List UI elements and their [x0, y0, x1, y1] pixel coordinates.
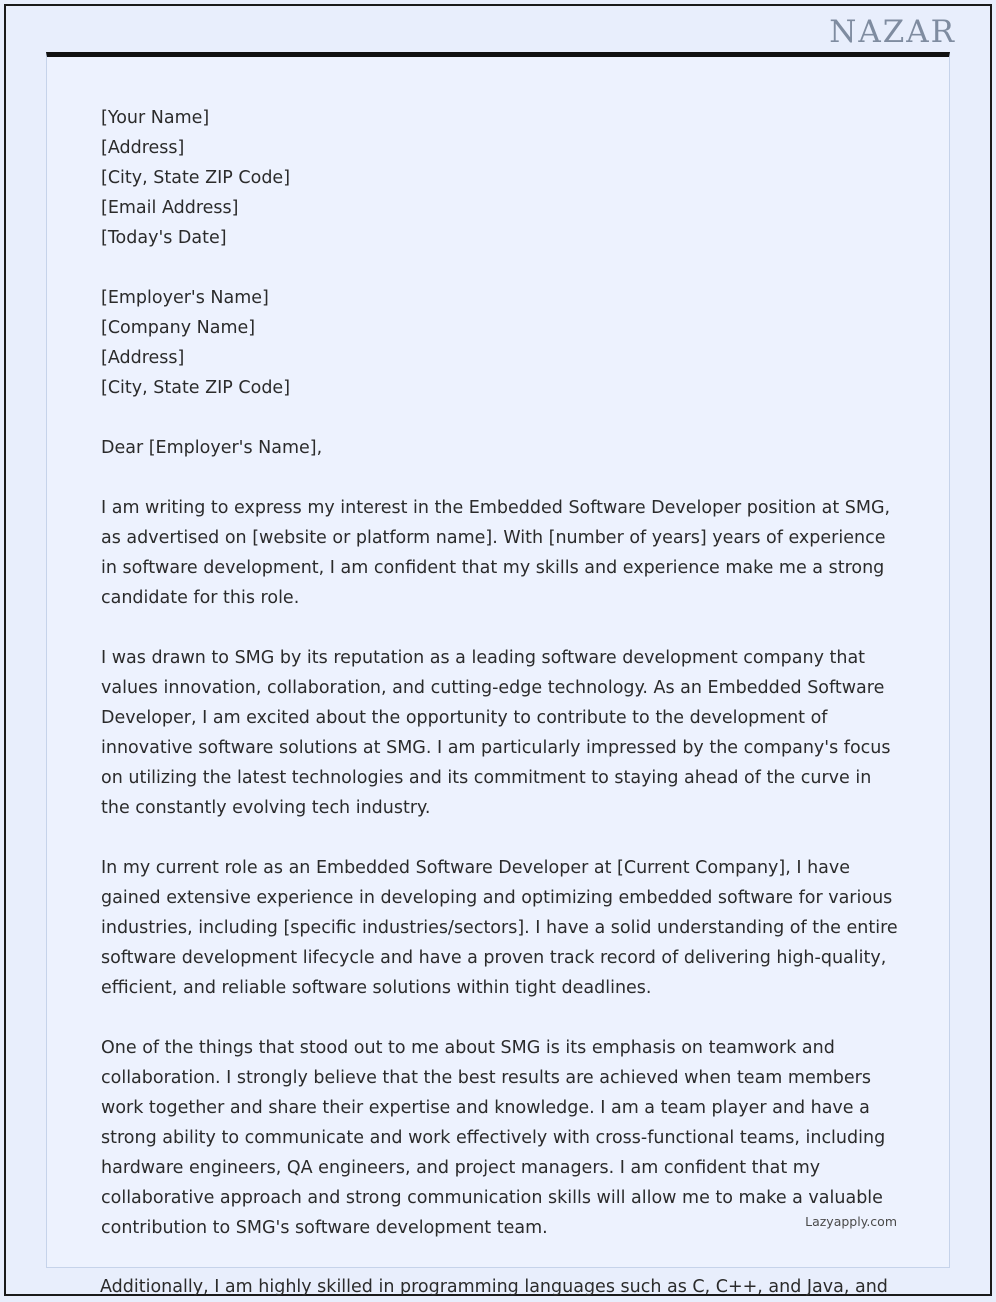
sender-line: [City, State ZIP Code]: [101, 168, 291, 188]
document-sheet: [46, 52, 950, 1268]
salutation: Dear [Employer's Name],: [101, 438, 323, 458]
letter-paragraph: One of the things that stood out to me about SMG is its emphasis on teamwork and collaboration. I strongly believe that the best results are achieved when team members work together and share their expertise and knowledge. I am a team player and have a strong ability to communicate and work effectively with cross-functional teams, including hardware engineers, QA engineers, and project managers. I am confident that my collaborative approach and strong communication skills will allow me to make a valuable contribution to SMG's software development team.: [101, 1038, 886, 1238]
letter-paragraph: In my current role as an Embedded Software Developer at [Current Company], I have gained extensive experience in developing and optimizing embedded software for various industries, including [specific industries/sectors]. I have a solid understanding of the entire software development lifecycle and have a proven track record of delivering high-quality, efficient, and reliable software solutions within tight deadlines.: [101, 858, 898, 998]
letter-paragraph: I was drawn to SMG by its reputation as a leading software development company that values innovation, collaboration, and cutting-edge technology. As an Embedded Software Developer, I am excited about the opportunity to contribute to the development of innovative software solutions at SMG. I am particularly impressed by the company's focus on utilizing the latest technologies and its commitment to staying ahead of the curve in the constantly evolving tech industry.: [101, 648, 891, 818]
brand-logo: NAZAR: [829, 14, 956, 50]
sender-line: [Email Address]: [101, 198, 239, 218]
sender-address-block: [101, 103, 899, 253]
recipient-line: [Employer's Name]: [101, 288, 269, 308]
letter-overflow-line: Additionally, I am highly skilled in programming languages such as C, C++, and Java, and: [100, 1277, 888, 1297]
recipient-line: [Company Name]: [101, 318, 256, 338]
letter-paragraph: I am writing to express my interest in the Embedded Software Developer position at SMG, as advertised on [website or platform name]. With [number of years] years of experience in software development, I am confident that my skills and experience make me a strong candidate for this role.: [101, 498, 891, 608]
recipient-line: [Address]: [101, 348, 185, 368]
spacer: [101, 253, 899, 283]
sender-line: [Your Name]: [101, 108, 210, 128]
site-credit: Lazyapply.com: [805, 1214, 897, 1229]
letter-body: [101, 103, 899, 1243]
spacer: [101, 403, 899, 433]
sender-line: [Address]: [101, 138, 185, 158]
recipient-line: [City, State ZIP Code]: [101, 378, 291, 398]
sender-line: [Today's Date]: [101, 228, 227, 248]
recipient-address-block: [101, 283, 899, 403]
